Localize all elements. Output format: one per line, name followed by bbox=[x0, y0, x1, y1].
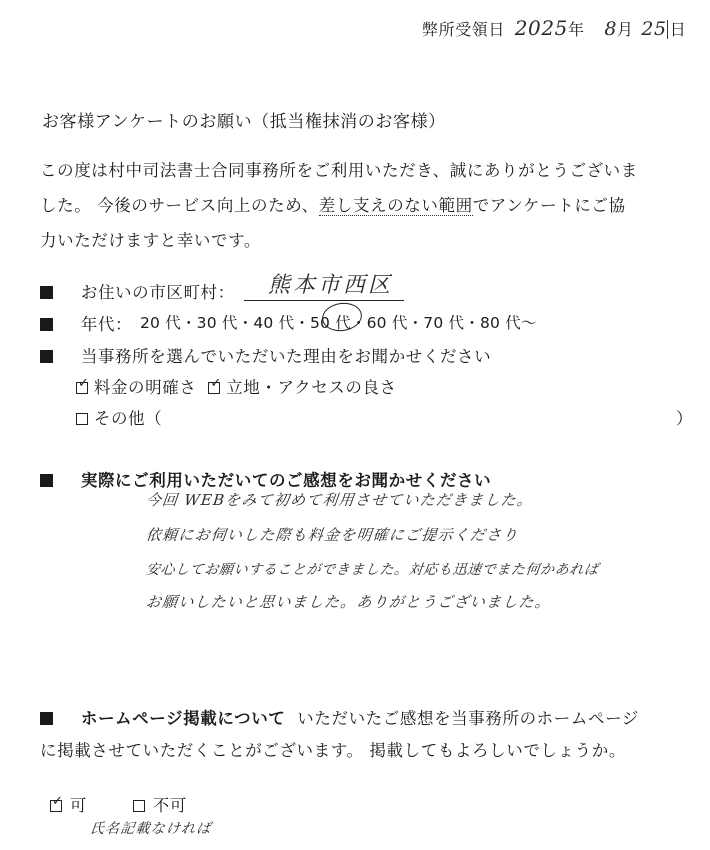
bullet-square-icon bbox=[40, 286, 53, 299]
intro-line-2-underlined: 差し支えのない範囲 bbox=[318, 196, 473, 215]
homepage-question bbox=[40, 705, 639, 729]
receipt-year-unit: 年 bbox=[568, 20, 585, 39]
reason-question bbox=[40, 343, 491, 367]
age-option: 30 代 bbox=[196, 314, 238, 332]
bullet-square-icon bbox=[40, 474, 53, 487]
age-separator: ・ bbox=[350, 314, 367, 332]
receipt-date-label: 弊所受領日 bbox=[422, 20, 506, 39]
bullet-square-icon bbox=[40, 318, 53, 331]
reason-options-row bbox=[76, 374, 397, 398]
receipt-month: 8 bbox=[604, 18, 618, 40]
intro-line-2-b: でアンケートにご協 bbox=[472, 196, 626, 215]
reason-option-3: その他（ bbox=[93, 409, 163, 428]
intro-line-3: 力いただけますと幸いです。 bbox=[40, 231, 261, 250]
checkbox-location-access[interactable] bbox=[208, 376, 222, 394]
age-label: 年代： bbox=[80, 315, 133, 334]
receipt-year: 2025 bbox=[514, 16, 569, 40]
address-question bbox=[40, 279, 235, 303]
checkbox-other[interactable] bbox=[76, 413, 88, 425]
age-separator: ・ bbox=[464, 314, 480, 332]
check-mark-icon: ✓ bbox=[210, 376, 222, 391]
age-option: 60 代 bbox=[366, 314, 408, 332]
homepage-option-yes: 可 bbox=[69, 796, 87, 815]
receipt-month-unit: 月 bbox=[617, 20, 634, 39]
reason-other-row bbox=[76, 405, 162, 429]
check-mark-icon: ✓ bbox=[52, 794, 64, 809]
age-option-selected: 50 代 bbox=[309, 314, 351, 332]
impression-answer-line: お願いしたいと思いました。ありがとうございました。 bbox=[145, 593, 552, 611]
impression-label: 実際にご利用いただいてのご感想をお聞かせください bbox=[80, 471, 492, 490]
intro-line-2-a: した。 今後のサービス向上のため、 bbox=[40, 196, 319, 215]
receipt-date bbox=[422, 16, 686, 40]
impression-question bbox=[40, 467, 491, 491]
check-mark-icon: ✓ bbox=[78, 376, 90, 391]
homepage-option-no: 不可 bbox=[152, 796, 187, 815]
reason-option-2: 立地・アクセスの良さ bbox=[226, 378, 397, 397]
intro-line-2 bbox=[40, 192, 626, 216]
address-answer: 熊本市西区 bbox=[268, 273, 394, 298]
homepage-text-1: いただいたご感想を当事務所のホームページ bbox=[297, 709, 639, 728]
homepage-label: ホームページ掲載について bbox=[80, 709, 286, 728]
checkbox-homepage-no[interactable] bbox=[133, 800, 145, 812]
reason-label: 当事務所を選んでいただいた理由をお聞かせください bbox=[80, 347, 492, 366]
receipt-day-unit: 日 bbox=[667, 20, 687, 39]
bullet-square-icon bbox=[40, 712, 53, 725]
age-separator: ・ bbox=[237, 314, 254, 332]
impression-answer-line: 依頼にお伺いした際も料金を明確にご提示くださり bbox=[145, 526, 520, 544]
receipt-day: 25 bbox=[641, 18, 667, 40]
page-title: お客様アンケートのお願い（抵当権抹消のお客様） bbox=[42, 112, 446, 132]
address-answer-line bbox=[244, 300, 404, 301]
address-label: お住いの市区町村： bbox=[80, 283, 235, 302]
impression-answer-line: 今回 WEBをみて初めて利用させていただきました。 bbox=[145, 491, 535, 509]
homepage-options bbox=[50, 792, 187, 816]
homepage-note: 氏名記載なければ bbox=[89, 821, 213, 837]
age-question bbox=[40, 311, 132, 335]
checkbox-price-clarity[interactable] bbox=[76, 376, 90, 394]
homepage-text-2: に掲載させていただくことがございます。 掲載してもよろしいでしょうか。 bbox=[40, 741, 626, 760]
impression-answer-line: 安心してお願いすることができました。対応も迅速でまた何かあれば bbox=[145, 562, 600, 578]
age-separator: ・ bbox=[407, 314, 424, 332]
age-option: 20 代 bbox=[140, 314, 181, 332]
intro-line-1: この度は村中司法書士合同事務所をご利用いただき、誠にありがとうございま bbox=[40, 161, 638, 180]
bullet-square-icon bbox=[40, 350, 53, 363]
age-separator: ・ bbox=[180, 314, 197, 332]
age-separator: ・ bbox=[294, 314, 310, 332]
reason-other-close: ） bbox=[676, 409, 694, 428]
reason-option-1: 料金の明確さ bbox=[93, 378, 197, 397]
age-option: 70 代 bbox=[423, 314, 465, 332]
checkbox-homepage-yes[interactable] bbox=[50, 794, 64, 812]
age-option: 40 代 bbox=[253, 314, 295, 332]
age-option: 80 代〜 bbox=[479, 314, 537, 332]
